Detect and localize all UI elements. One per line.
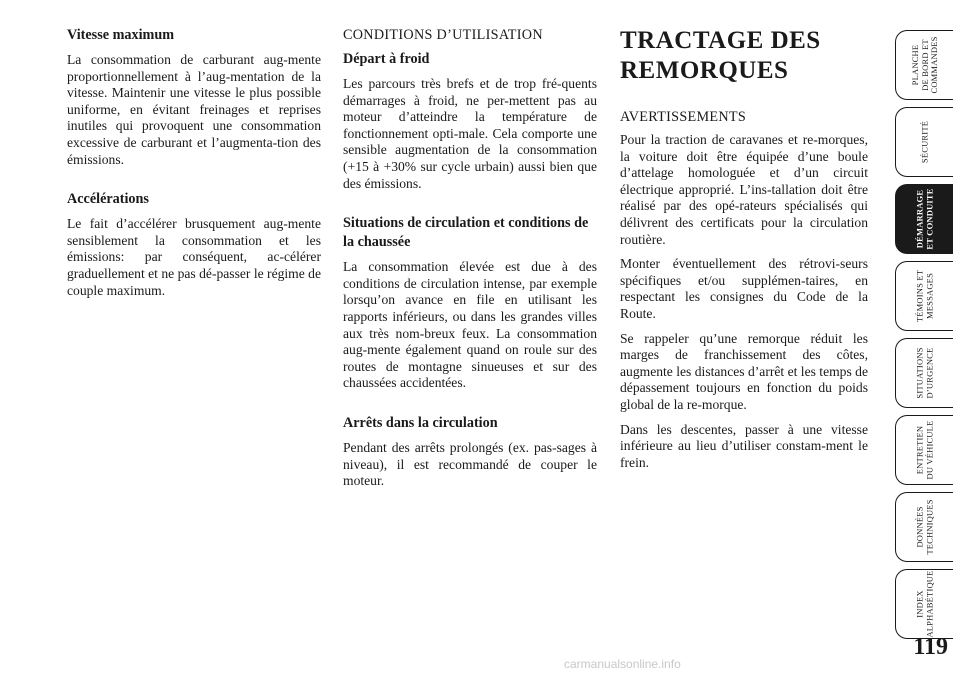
tab-entretien-vehicule[interactable] xyxy=(895,415,953,485)
paragraph-retroviseurs: Monter éventuellement des rétrovi-seurs spécifiques et/ou supplémen-taires, en respectant les consignes du Code de la Route. xyxy=(620,256,868,321)
paragraph-traction: Pour la traction de caravanes et re-morques, la voiture doit être équipée d’une boule d’attelage homologuée et d’un circuit électrique approprié. L’ins-tallation doit être réalisé par des opé-rateurs spécialisés qui délivrent des certificats pour la circulation routière. xyxy=(620,132,868,247)
section-title-conditions: CONDITIONS D’UTILISATION xyxy=(343,27,543,43)
paragraph-depart-froid: Les parcours très brefs et de trop fré-quents démarrages à froid, ne per-mettent pas au moteur d’atteindre la température de fonctionnement opti-male. Cela comporte une sensible augmentation de la consommation (+15 à +30% sur cycle urbain) aussi bien que des émissions. xyxy=(343,76,597,191)
column-2 xyxy=(343,26,597,498)
column-3 xyxy=(620,26,868,479)
paragraph-remorque: Se rappeler qu’une remorque réduit les marges de franchissement des côtes, augmente les distances d’arrêt et les temps de dépassement toujours en fonction du poids global de la re-morque. xyxy=(620,330,868,412)
tab-temoins-messages[interactable] xyxy=(895,261,953,331)
tab-label: SITUATIONS D’URGENCE xyxy=(914,347,934,399)
tab-demarrage-conduite[interactable] xyxy=(895,184,953,254)
section-title-avertissements: AVERTISSEMENTS xyxy=(620,109,747,125)
heading-accelerations: Accélérations xyxy=(67,191,149,208)
tab-label: SÉCURITÉ xyxy=(918,120,929,164)
tab-label: TÉMOINS ET MESSAGES xyxy=(914,269,934,323)
page-title-line-2: REMORQUES xyxy=(620,57,789,84)
tab-securite[interactable] xyxy=(895,107,953,177)
paragraph-arrets-circulation: Pendant des arrêts prolongés (ex. pas-sages à niveau), il est recommandé de couper le moteur. xyxy=(343,439,597,489)
heading-situations-circulation: Situations de circulation et conditions de la chaussée xyxy=(343,215,589,251)
tab-label: DONNÉES TECHNIQUES xyxy=(914,499,934,555)
heading-arrets-circulation: Arrêts dans la circulation xyxy=(343,414,498,431)
paragraph-accelerations: Le fait d’accélérer brusquement aug-mente sensiblement la consommation et les émissions: par conséquent, ac-célérer graduellement et ne pas dé-passer le régime de couple maximum. xyxy=(67,216,322,298)
tab-label: PLANCHE DE BORD ET COMMANDES xyxy=(909,36,939,94)
paragraph-situations-circulation: La consommation élevée est due à des conditions de circulation intense, par exemple lorsqu’on avance en file en utilisant les rapports inférieurs, ou dans les grandes villes aux très nom-breux feux. La consommation aug-mente également quand on roule sur des routes de montagne sinueuses et sur des chaussées accidentées. xyxy=(343,259,597,391)
heading-vitesse-maximum: Vitesse maximum xyxy=(67,27,175,43)
tab-situations-urgence[interactable] xyxy=(895,338,953,408)
column-1 xyxy=(67,26,321,307)
page-title xyxy=(620,26,868,86)
tab-label: INDEX ALPHABÉTIQUE xyxy=(914,570,934,638)
page-number: 119 xyxy=(913,634,948,660)
tab-index-alphabetique[interactable] xyxy=(895,569,953,639)
paragraph-vitesse: La consommation de carburant aug-mente proportionnellement à l’aug-mentation de la vitesse. Maintenir une vitesse le plus possible uniforme, en évitant freinages et reprises inutiles qui provoquent une consommation excessive de carburant et l’augmenta-tion des émissions. xyxy=(67,52,321,167)
page-title-line-1: TRACTAGE DES xyxy=(620,27,821,54)
heading-depart-froid: Départ à froid xyxy=(343,51,430,67)
chapter-tabs xyxy=(895,30,953,646)
tab-label: ENTRETIEN DU VÉHICULE xyxy=(914,420,934,480)
tab-planche-de-bord[interactable] xyxy=(895,30,953,100)
tab-donnees-techniques[interactable] xyxy=(895,492,953,562)
paragraph-descentes: Dans les descentes, passer à une vitesse inférieure au lieu d’utiliser constam-ment le frein. xyxy=(620,421,868,470)
watermark: carmanualsonline.info xyxy=(564,657,681,671)
tab-label: DÉMARRAGE ET CONDUITE xyxy=(914,188,934,250)
